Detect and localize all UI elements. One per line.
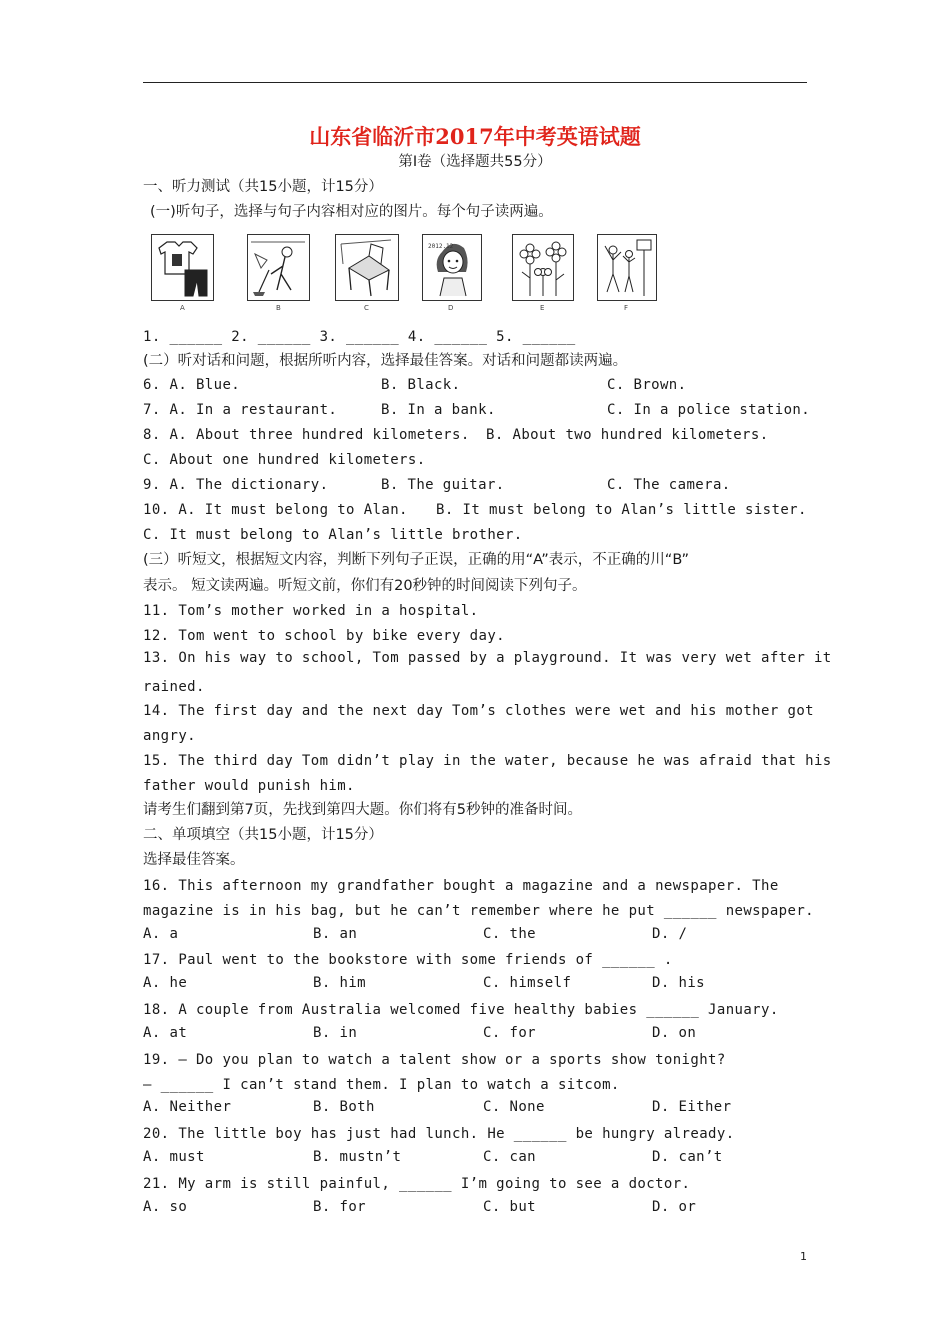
part3-instructions-line1: (三）听短文，根据短文内容，判断下列句子正误，正确的用“A”表示，不正确的川“B” [143,552,689,568]
part1-instructions: (一)听句子，选择与句子内容相对应的图片。每个句子读两遍。 [150,204,553,220]
page-number: 1 [800,1250,807,1263]
q16-option-b: B. an [313,926,358,942]
q10-option-a: 10. A. It must belong to Alan. [143,502,408,518]
q12-text: 12. Tom went to school by bike every day. [143,628,505,644]
q16-option-d: D. / [652,926,688,942]
top-rule [143,82,807,83]
svg-text:2012.12: 2012.12 [428,243,454,250]
q17-option-a: A. he [143,975,188,991]
q8-option-c: C. About one hundred kilometers. [143,452,426,468]
picture-letter-d: D [448,304,454,312]
q19-text-line2: — ______ I can’t stand them. I plan to watch a sitcom. [143,1077,620,1093]
q19-option-a: A. Neither [143,1099,232,1115]
section2-instructions: 选择最佳答案。 [143,852,245,868]
q14-text-line1: 14. The first day and the next day Tom’s clothes were wet and his mother got [143,703,814,719]
q13-text-line2: rained. [143,679,205,695]
q16-option-c: C. the [483,926,536,942]
q10-option-b: B. It must belong to Alan’s little sister. [436,502,807,518]
q14-text-line2: angry. [143,728,196,744]
q20-option-b: B. mustn’t [313,1149,402,1165]
picture-letter-b: B [276,304,281,312]
q18-option-b: B. in [313,1025,358,1041]
q18-option-c: C. for [483,1025,536,1041]
q7-option-b: B. In a bank. [381,402,496,418]
q10-option-c: C. It must belong to Alan’s little brother. [143,527,523,543]
picture-letter-f: F [624,304,629,312]
q15-text-line1: 15. The third day Tom didn’t play in the water, because he was afraid that his [143,753,832,769]
q7-option-a: 7. A. In a restaurant. [143,402,338,418]
turn-page-instructions: 请考生们翻到第7页，先找到第四大题。你们将有5秒钟的准备时间。 [143,802,582,818]
q16-option-a: A. a [143,926,179,942]
chair-icon [335,234,399,301]
q15-text-line2: father would punish him. [143,778,355,794]
basketball-icon [597,234,657,301]
q17-option-c: C. himself [483,975,572,991]
q8-option-b: B. About two hundred kilometers. [486,427,769,443]
q18-text: 18. A couple from Australia welcomed five healthy babies ______ January. [143,1002,779,1018]
q21-text: 21. My arm is still painful, ______ I’m going to see a doctor. [143,1176,691,1192]
q21-option-c: C. but [483,1199,536,1215]
q19-option-b: B. Both [313,1099,375,1115]
q19-text-line1: 19. — Do you plan to watch a talent show or a sports show tonight? [143,1052,726,1068]
exam-title: 山东省临沂市2017年中考英语试题 [309,124,641,149]
q17-option-d: D. his [652,975,705,991]
q16-text-line1: 16. This afternoon my grandfather bought a magazine and a newspaper. The [143,878,779,894]
q6-option-c: C. Brown. [607,377,687,393]
picture-letter-a: A [180,304,185,312]
sweeping-icon [247,234,310,301]
q21-option-b: B. for [313,1199,366,1215]
girl-icon [422,234,482,301]
picture-letter-c: C [364,304,369,312]
picture-letter-e: E [540,304,545,312]
part3-instructions-line2: 表示。 短文读两遍。听短文前，你们有20秒钟的时间阅读下列句子。 [143,578,587,594]
section2-heading: 二、单项填空（共15小题，计15分） [143,827,383,843]
flowers-icon [512,234,574,301]
clothes-icon [151,234,214,301]
q20-option-c: C. can [483,1149,536,1165]
q13-text-line1: 13. On his way to school, Tom passed by a playground. It was very wet after it [143,650,832,666]
q8-option-a: 8. A. About three hundred kilometers. [143,427,470,443]
q9-option-b: B. The guitar. [381,477,505,493]
q19-option-c: C. None [483,1099,545,1115]
q9-option-a: 9. A. The dictionary. [143,477,329,493]
exam-subtitle: 第Ⅰ卷（选择题共55分） [398,154,552,170]
q20-option-a: A. must [143,1149,205,1165]
q6-option-b: B. Black. [381,377,461,393]
q20-text: 20. The little boy has just had lunch. He ______ be hungry already. [143,1126,735,1142]
answer-blanks-1-5: 1. ______ 2. ______ 3. ______ 4. ______ 5. ______ [143,329,576,345]
part2-instructions: (二）听对话和问题，根据所听内容，选择最佳答案。对话和问题都读两遍。 [143,353,628,369]
q9-option-c: C. The camera. [607,477,731,493]
q16-text-line2: magazine is in his bag, but he can’t remember where he put ______ newspaper. [143,903,814,919]
q18-option-a: A. at [143,1025,188,1041]
q7-option-c: C. In a police station. [607,402,811,418]
q17-option-b: B. him [313,975,366,991]
q18-option-d: D. on [652,1025,697,1041]
q17-text: 17. Paul went to the bookstore with some friends of ______ . [143,952,673,968]
q6-option-a: 6. A. Blue. [143,377,241,393]
q19-option-d: D. Either [652,1099,732,1115]
section1-heading: 一、听力测试（共15小题，计15分） [143,179,383,195]
q20-option-d: D. can’t [652,1149,723,1165]
q21-option-a: A. so [143,1199,188,1215]
q21-option-d: D. or [652,1199,697,1215]
q11-text: 11. Tom’s mother worked in a hospital. [143,603,479,619]
